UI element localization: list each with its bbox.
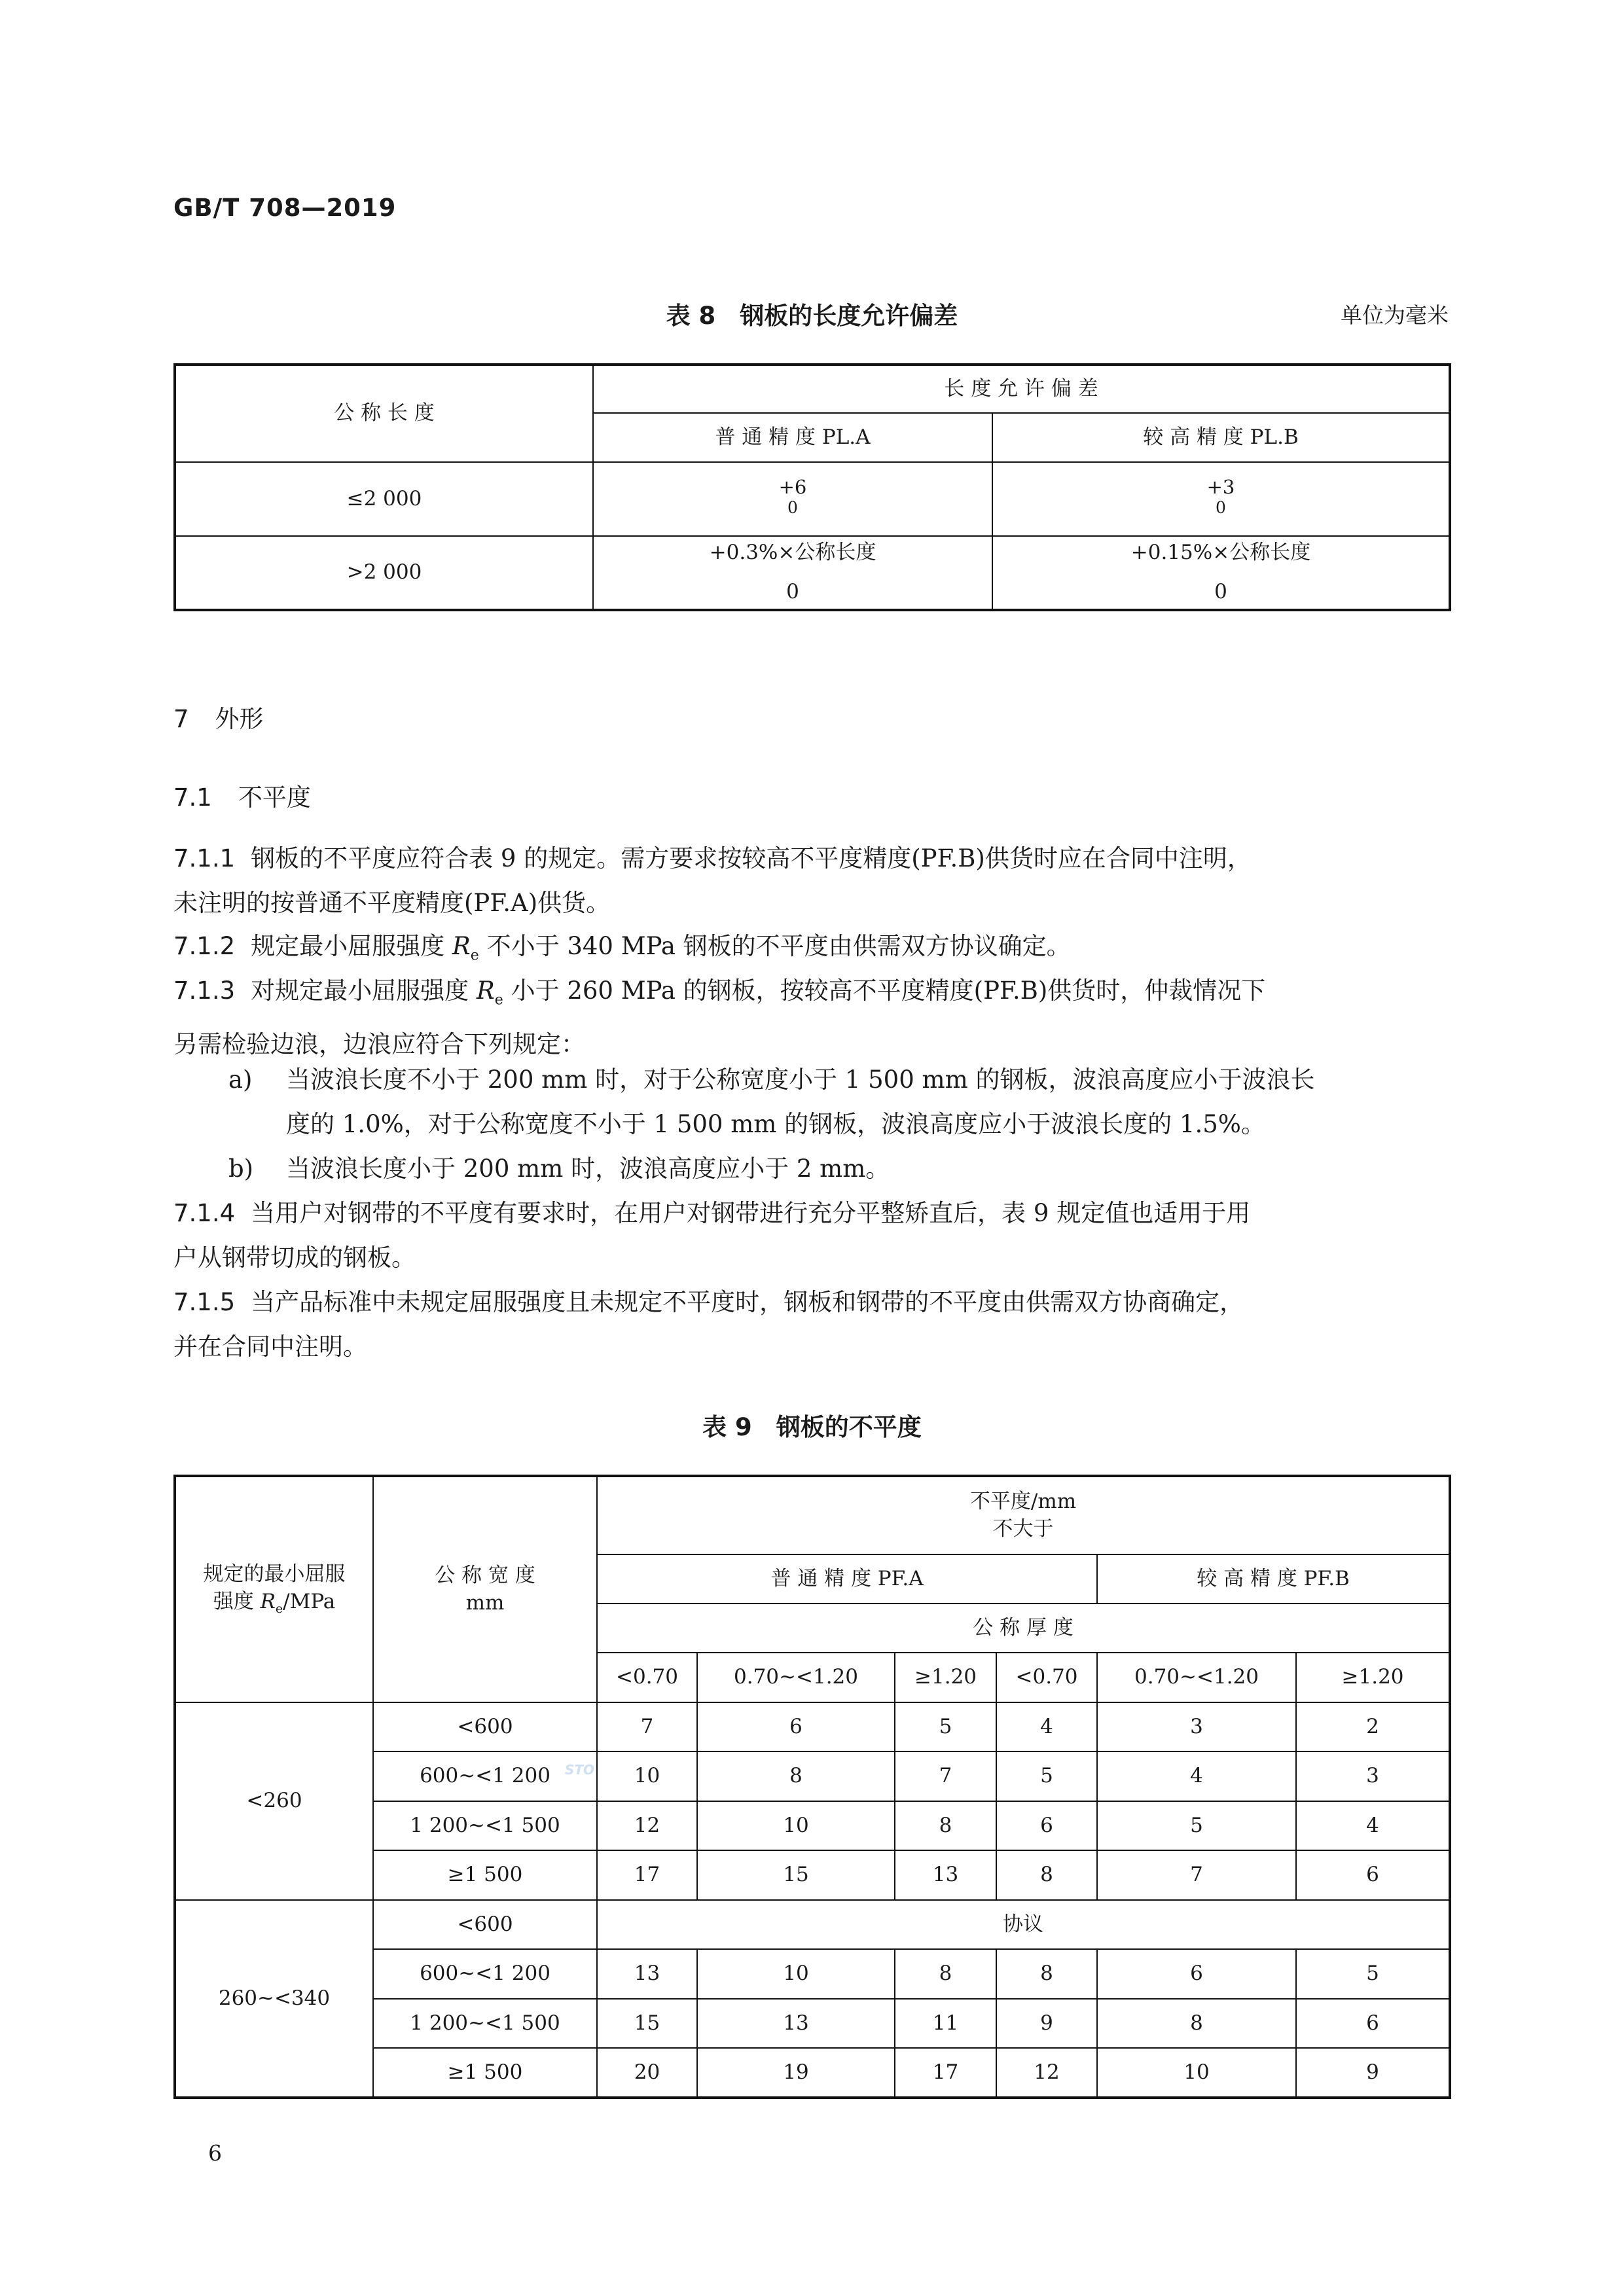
- value-cell: 15: [697, 1850, 895, 1900]
- paragraph-text: 当用户对钢带的不平度有要求时，在用户对钢带进行充分平整矫直后，表 9 规定值也适用于用: [251, 1199, 1251, 1227]
- value-cell: 12: [597, 1801, 697, 1850]
- yield-group-cell: 260~<340: [175, 1900, 373, 2098]
- clause-number: 7.1.1: [173, 844, 236, 872]
- value-cell: 9: [996, 1999, 1097, 2048]
- paragraph-7-1-4: [173, 1191, 1449, 1280]
- value-cell: 11: [895, 1999, 996, 2048]
- value-cell: 10: [697, 1801, 895, 1850]
- thickness-col-header: <0.70: [597, 1653, 697, 1702]
- re-subscript: e: [275, 1602, 283, 1617]
- value-cell: 4: [1296, 1801, 1450, 1850]
- tol-lower: 0: [787, 497, 798, 517]
- list-item: [286, 1058, 1451, 1147]
- list-item-label: a): [228, 1066, 253, 1094]
- clause-number: 7.1.3: [173, 977, 236, 1005]
- table-row: [175, 1900, 1450, 1949]
- value-cell: 8: [1097, 1999, 1296, 2048]
- value-cell: 19: [697, 2048, 895, 2098]
- paragraph-text: 未注明的按普通不平度精度(PF.A)供货。: [173, 889, 611, 917]
- value-cell: 9: [1296, 2048, 1450, 2098]
- table9-caption: 表 9 钢板的不平度: [702, 1413, 922, 1441]
- width-cell: <600: [373, 1900, 597, 1949]
- t8-header-normal: 普 通 精 度 PL.A: [593, 413, 992, 462]
- section-number: 7: [173, 705, 189, 733]
- table8: [173, 363, 1451, 611]
- header-text: 公 称 宽 度: [435, 1563, 535, 1587]
- t9-header-thickness: 公 称 厚 度: [597, 1604, 1450, 1653]
- value-cell: 13: [895, 1850, 996, 1900]
- value-cell: 6: [996, 1801, 1097, 1850]
- value-cell: 8: [697, 1751, 895, 1801]
- tol-lower: 0: [1216, 497, 1226, 517]
- value-cell: 12: [996, 2048, 1097, 2098]
- value-cell: 10: [697, 1949, 895, 1999]
- agreement-cell: 协议: [597, 1900, 1450, 1949]
- t9-header-normal: 普 通 精 度 PF.A: [597, 1554, 1097, 1604]
- tol-lower: 0: [786, 580, 799, 603]
- clause-number: 7.1.2: [173, 932, 236, 960]
- paragraph-text: 另需检验边浪，边浪应符合下列规定：: [173, 1030, 585, 1059]
- table8-unit-note: 单位为毫米: [1341, 302, 1449, 328]
- t9-header-flatness: [597, 1476, 1450, 1554]
- width-cell: <600: [373, 1702, 597, 1751]
- width-cell: 600~<1 200: [373, 1949, 597, 1999]
- header-text: 不平度/mm: [969, 1489, 1077, 1513]
- clause-number: 7.1.5: [173, 1288, 236, 1316]
- section-title: 外形: [215, 705, 264, 733]
- t8-tolerance-cell: [593, 462, 992, 536]
- paragraph-text: 户从钢带切成的钢板。: [173, 1244, 416, 1272]
- table-row: [175, 462, 1450, 536]
- re-symbol: R: [452, 932, 471, 960]
- paragraph-text: 当产品标准中未规定屈服强度且未规定不平度时，钢板和钢带的不平度由供需双方协商确定，: [251, 1288, 1244, 1316]
- paragraph-7-1-1: [173, 836, 1449, 925]
- value-cell: 17: [895, 2048, 996, 2098]
- t9-header-yield: [175, 1476, 373, 1702]
- value-cell: 7: [597, 1702, 697, 1751]
- value-cell: 15: [597, 1999, 697, 2048]
- list-item-text: 当波浪长度小于 200 mm 时，波浪高度应小于 2 mm。: [286, 1155, 890, 1183]
- section-number: 7.1: [173, 783, 212, 812]
- t8-tolerance-cell: [992, 462, 1450, 536]
- list-item: [286, 1147, 1451, 1191]
- value-cell: 13: [597, 1949, 697, 1999]
- list-item-text: 当波浪长度不小于 200 mm 时，对于公称宽度小于 1 500 mm 的钢板，波浪高度应小于波浪长: [286, 1066, 1315, 1094]
- value-cell: 10: [597, 1751, 697, 1801]
- paragraph-text: 钢板的不平度应符合表 9 的规定。需方要求按较高不平度精度(PF.B)供货时应在合同中注明，: [251, 844, 1252, 872]
- value-cell: 8: [996, 1949, 1097, 1999]
- tol-lower: 0: [1214, 580, 1227, 603]
- paragraph-text: 并在合同中注明。: [173, 1333, 367, 1361]
- list-item-text: 度的 1.0%，对于公称宽度不小于 1 500 mm 的钢板，波浪高度应小于波浪长度的 1.5%。: [286, 1110, 1265, 1138]
- value-cell: 8: [895, 1949, 996, 1999]
- list-item-label: b): [228, 1155, 254, 1183]
- header-text: mm: [465, 1590, 505, 1615]
- standard-code-header: GB/T 708—2019: [173, 194, 397, 222]
- value-cell: 6: [1296, 1850, 1450, 1900]
- header-text: 不大于: [992, 1516, 1054, 1541]
- subsection-heading: [173, 778, 311, 813]
- t8-header-nominal-length: 公 称 长 度: [175, 365, 593, 462]
- value-cell: 2: [1296, 1702, 1450, 1751]
- table-row: [175, 1702, 1450, 1751]
- re-symbol: R: [260, 1590, 276, 1613]
- value-cell: 7: [1097, 1850, 1296, 1900]
- t8-header-high: 较 高 精 度 PL.B: [992, 413, 1450, 462]
- value-cell: 10: [1097, 2048, 1296, 2098]
- t8-tolerance-cell: [593, 536, 992, 610]
- header-text: /MPa: [283, 1590, 336, 1613]
- t9-header-width: [373, 1476, 597, 1702]
- re-subscript: e: [494, 992, 503, 1009]
- value-cell: 20: [597, 2048, 697, 2098]
- value-cell: 4: [1097, 1751, 1296, 1801]
- value-cell: 13: [697, 1999, 895, 2048]
- paragraph-text: 小于 260 MPa 的钢板，按较高不平度精度(PF.B)供货时，仲裁情况下: [503, 977, 1266, 1005]
- section-title: 不平度: [238, 783, 311, 812]
- value-cell: 7: [895, 1751, 996, 1801]
- table8-caption: 表 8 钢板的长度允许偏差: [666, 302, 958, 330]
- t9-header-high: 较 高 精 度 PF.B: [1097, 1554, 1450, 1604]
- page-number: 6: [208, 2140, 222, 2166]
- tol-upper: +6: [778, 475, 807, 498]
- thickness-col-header: <0.70: [996, 1653, 1097, 1702]
- t8-length-cell: ≤2 000: [175, 462, 593, 536]
- value-cell: 8: [996, 1850, 1097, 1900]
- value-cell: 3: [1097, 1702, 1296, 1751]
- thickness-col-header: 0.70~<1.20: [697, 1653, 895, 1702]
- value-cell: 17: [597, 1850, 697, 1900]
- width-cell: 1 200~<1 500: [373, 1999, 597, 2048]
- width-cell: 1 200~<1 500: [373, 1801, 597, 1850]
- paragraph-7-1-3: [173, 969, 1449, 1067]
- thickness-col-header: ≥1.20: [895, 1653, 996, 1702]
- value-cell: 5: [895, 1702, 996, 1751]
- width-cell: ≥1 500: [373, 1850, 597, 1900]
- value-cell: 3: [1296, 1751, 1450, 1801]
- value-cell: 5: [996, 1751, 1097, 1801]
- paragraph-text: 对规定最小屈服强度: [251, 977, 477, 1005]
- width-cell: 600~<1 200: [373, 1751, 597, 1801]
- table9: [173, 1475, 1451, 2099]
- paragraph-text: 不小于 340 MPa 钢板的不平度由供需双方协议确定。: [478, 932, 1071, 960]
- tol-upper: +0.15%×公称长度: [1130, 541, 1311, 565]
- tol-upper: +3: [1206, 475, 1235, 498]
- paragraph-text: 规定最小屈服强度: [251, 932, 452, 960]
- watermark-logo: STO: [564, 1762, 595, 1778]
- value-cell: 8: [895, 1801, 996, 1850]
- paragraph-7-1-5: [173, 1280, 1449, 1369]
- thickness-col-header: 0.70~<1.20: [1097, 1653, 1296, 1702]
- t8-header-tolerance: 长 度 允 许 偏 差: [593, 365, 1450, 413]
- header-text: 规定的最小屈服: [203, 1562, 346, 1587]
- re-subscript: e: [470, 947, 479, 964]
- value-cell: 5: [1296, 1949, 1450, 1999]
- header-text: 强度: [213, 1590, 261, 1613]
- t8-tolerance-cell: [992, 536, 1450, 610]
- section-heading: [173, 699, 264, 734]
- yield-group-cell: <260: [175, 1702, 373, 1900]
- value-cell: 4: [996, 1702, 1097, 1751]
- value-cell: 6: [1097, 1949, 1296, 1999]
- thickness-col-header: ≥1.20: [1296, 1653, 1450, 1702]
- clause-number: 7.1.4: [173, 1199, 236, 1227]
- tol-upper: +0.3%×公称长度: [709, 541, 876, 565]
- re-symbol: R: [476, 977, 495, 1005]
- value-cell: 5: [1097, 1801, 1296, 1850]
- value-cell: 6: [1296, 1999, 1450, 2048]
- width-cell: ≥1 500: [373, 2048, 597, 2098]
- value-cell: 6: [697, 1702, 895, 1751]
- t8-length-cell: >2 000: [175, 536, 593, 610]
- table-row: [175, 536, 1450, 610]
